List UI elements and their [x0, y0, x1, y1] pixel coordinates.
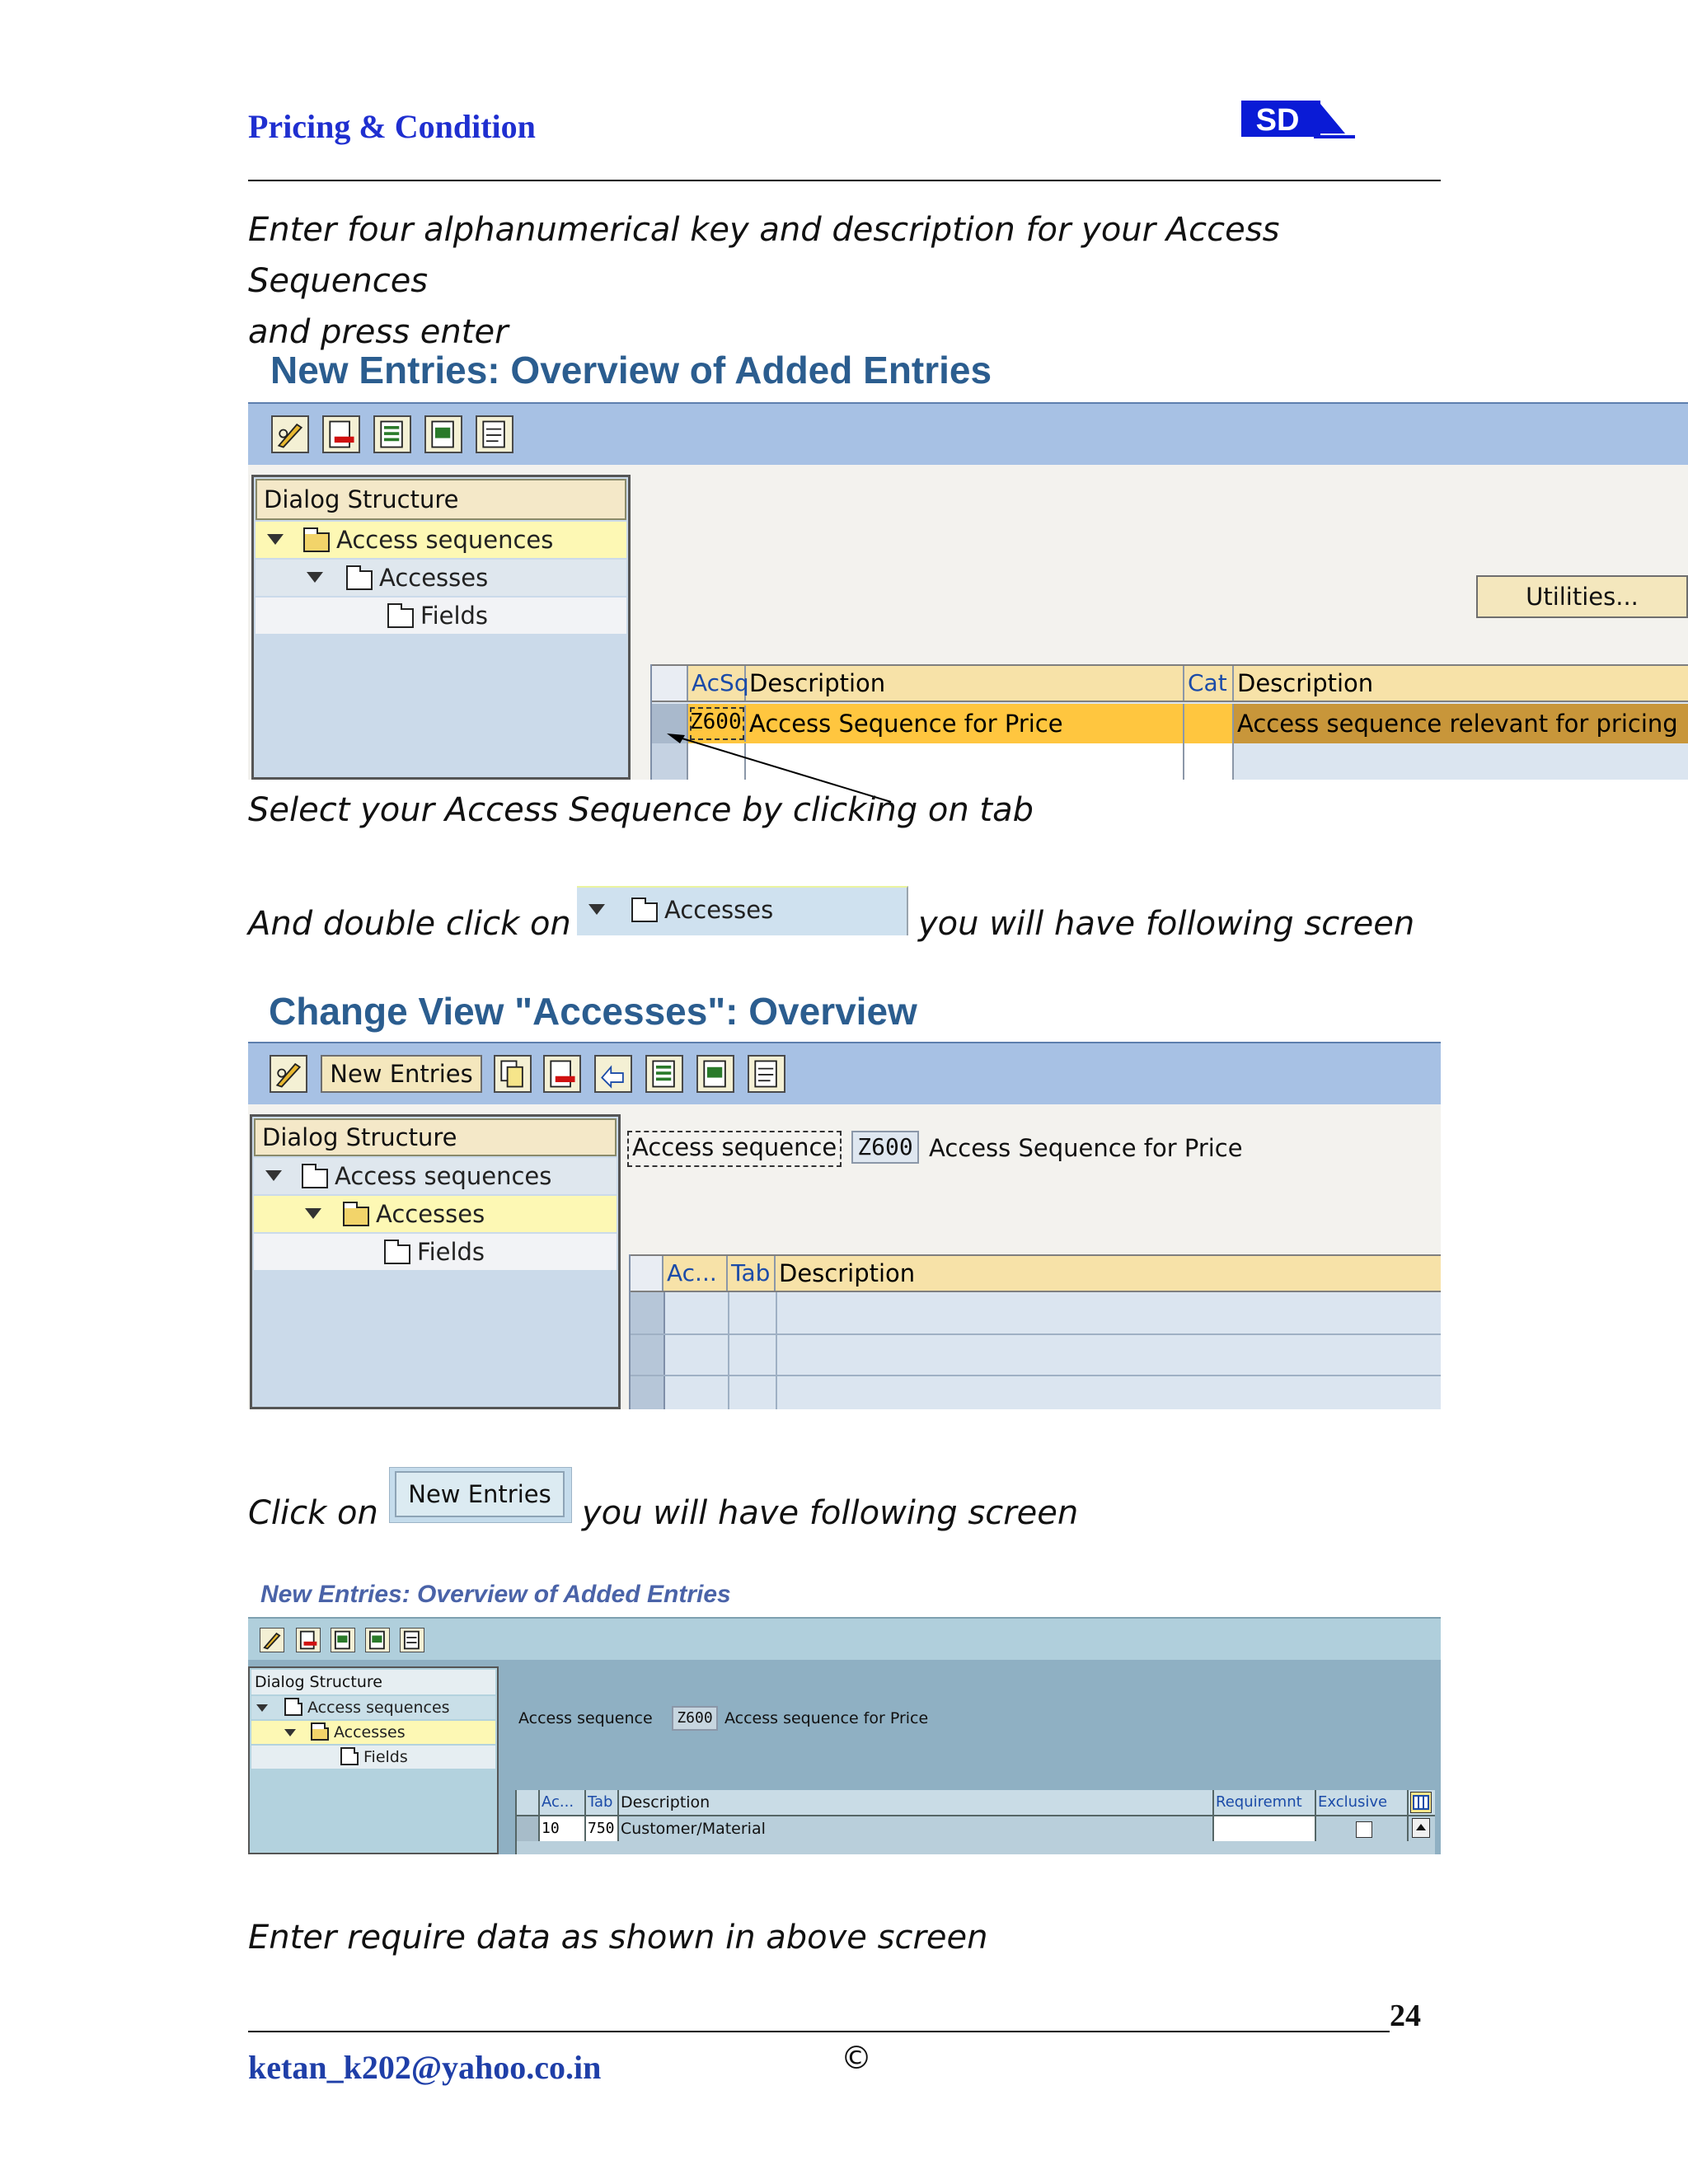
- access-sequence-label: Access sequence: [518, 1709, 653, 1727]
- deselect-all-button[interactable]: [748, 1055, 785, 1093]
- dialog-structure-header: Dialog Structure: [256, 479, 626, 520]
- col-cat[interactable]: Cat: [1184, 666, 1234, 701]
- pencil-glasses-icon: [271, 1057, 306, 1091]
- expand-icon: [265, 1170, 282, 1181]
- deselect-all-icon: [749, 1057, 784, 1091]
- tree-fields-label: Fields: [363, 1748, 408, 1766]
- col-ac[interactable]: Ac...: [540, 1790, 586, 1815]
- copy-icon: [495, 1057, 530, 1091]
- col-description[interactable]: Description: [619, 1790, 1214, 1815]
- new-entries-button[interactable]: New Entries: [321, 1055, 482, 1093]
- tree-accesses[interactable]: [254, 1196, 617, 1232]
- undo-icon: [596, 1057, 631, 1091]
- utilities-button[interactable]: Utilities...: [1476, 575, 1688, 618]
- col-description[interactable]: Description: [746, 666, 1184, 701]
- table-settings-icon[interactable]: [1410, 1792, 1432, 1813]
- exclusive-checkbox[interactable]: [1356, 1821, 1372, 1838]
- instruction-step4-before: Click on: [248, 1494, 378, 1532]
- select-all-button[interactable]: [645, 1055, 683, 1093]
- undo-change-button[interactable]: [594, 1055, 632, 1093]
- copyright-symbol: ©: [841, 2040, 872, 2076]
- delete-row-icon: [297, 1629, 320, 1652]
- dialog-structure-header: Dialog Structure: [254, 1118, 617, 1156]
- cell-description[interactable]: Customer/Material: [619, 1816, 1214, 1841]
- select-block-icon: [698, 1057, 733, 1091]
- access-sequence-label: Access sequence: [627, 1131, 842, 1167]
- tree-fields[interactable]: [251, 1746, 495, 1769]
- instruction-step5: Enter require data as shown in above screen: [248, 1919, 988, 1957]
- screen3-toolbar: [248, 1617, 1441, 1661]
- cell-cat-description[interactable]: Access sequence relevant for pricing: [1234, 704, 1688, 743]
- col-divider: [776, 1292, 777, 1409]
- folder-icon: [631, 902, 658, 922]
- delete-button[interactable]: [543, 1055, 581, 1093]
- tree-accesses-label: Accesses: [379, 564, 489, 592]
- access-sequence-description: Access Sequence for Price: [929, 1134, 1243, 1162]
- inline-accesses-label: Accesses: [664, 896, 774, 924]
- col-tab[interactable]: Tab: [728, 1256, 776, 1291]
- accesses-table: [515, 1790, 1435, 1854]
- expand-icon: [256, 1704, 268, 1712]
- row-selector-header[interactable]: [631, 1256, 663, 1291]
- row-selector-header[interactable]: [517, 1790, 540, 1815]
- screen3-title: New Entries: Overview of Added Entries: [260, 1581, 731, 1608]
- instruction-step2: Select your Access Sequence by clicking on tab: [248, 791, 1034, 829]
- instruction-step1: [248, 204, 1451, 358]
- instruction-step4-after: you will have following screen: [582, 1494, 1079, 1532]
- select-all-icon: [331, 1629, 354, 1652]
- col-tab[interactable]: Tab: [586, 1790, 619, 1815]
- tree-access-sequences-label: Access sequences: [336, 526, 554, 554]
- screen3: [248, 1617, 1441, 1854]
- screen2-toolbar: [248, 1042, 1441, 1106]
- row-selector[interactable]: [517, 1816, 540, 1841]
- expand-icon: [305, 1208, 321, 1219]
- select-all-icon: [647, 1057, 682, 1091]
- tree-access-sequences[interactable]: [254, 1158, 617, 1194]
- inline-new-entries-frame: [389, 1467, 572, 1523]
- screen1-title: New Entries: Overview of Added Entries: [270, 349, 992, 391]
- pencil-glasses-icon: [260, 1629, 284, 1652]
- display-change-button[interactable]: [270, 1055, 307, 1093]
- copy-button[interactable]: [494, 1055, 532, 1093]
- dialog-structure-panel: [250, 1114, 621, 1409]
- deselect-all-button[interactable]: [400, 1628, 424, 1652]
- expand-icon: [588, 904, 605, 915]
- header-rule: [248, 180, 1441, 181]
- open-folder-icon: [343, 1207, 369, 1226]
- scroll-up-icon: [1413, 1819, 1429, 1837]
- tree-access-sequences[interactable]: [251, 1696, 495, 1719]
- instruction-step1-line1: Enter four alphanumerical key and description for your Access Sequences: [248, 211, 1280, 300]
- col-exclusive[interactable]: Exclusive: [1316, 1790, 1409, 1815]
- instruction-step1-line2: and press enter: [248, 313, 509, 351]
- tree-fields[interactable]: [254, 1234, 617, 1270]
- col-cat-description[interactable]: Description: [1237, 669, 1374, 697]
- sd-logo: [1241, 97, 1357, 140]
- screen2-title: Change View "Accesses": Overview: [269, 990, 917, 1033]
- col-acsq[interactable]: AcSq: [688, 666, 746, 701]
- access-sequence-value[interactable]: Z600: [672, 1706, 718, 1731]
- tree-fields-label: Fields: [417, 1238, 485, 1266]
- scroll-up-button[interactable]: [1412, 1818, 1430, 1838]
- select-block-icon: [366, 1629, 389, 1652]
- footer-rule: [248, 2031, 1390, 2032]
- cell-exclusive: [1316, 1816, 1409, 1841]
- delete-row-icon: [545, 1057, 579, 1091]
- cell-requirement[interactable]: [1214, 1816, 1316, 1841]
- display-change-button[interactable]: [260, 1628, 284, 1652]
- tree-access-sequences-label: Access sequences: [307, 1699, 450, 1717]
- select-block-button[interactable]: [696, 1055, 734, 1093]
- delete-button[interactable]: [296, 1628, 321, 1652]
- tree-access-sequences-label: Access sequences: [335, 1162, 552, 1190]
- select-block-button[interactable]: [365, 1628, 390, 1652]
- row-divider: [631, 1375, 1441, 1376]
- tree-fields-label: Fields: [420, 602, 489, 630]
- open-folder-icon: [311, 1727, 329, 1741]
- page-number: 24: [1390, 1999, 1421, 2033]
- instruction-step3-after: you will have following screen: [918, 905, 1415, 943]
- accesses-table: [629, 1254, 1441, 1409]
- tree-accesses-label: Accesses: [376, 1200, 485, 1228]
- cell-ac[interactable]: 10: [540, 1816, 586, 1841]
- folder-icon: [384, 1244, 410, 1264]
- folder-icon: [302, 1169, 328, 1188]
- cell-acsq[interactable]: Z600: [688, 705, 746, 742]
- inline-accesses-node: [577, 886, 908, 935]
- tree-accesses[interactable]: [251, 1721, 495, 1744]
- cell-description[interactable]: Access Sequence for Price: [746, 704, 1184, 743]
- tree-accesses-label: Accesses: [334, 1723, 406, 1741]
- document-title: Pricing & Condition: [248, 108, 536, 145]
- folder-icon: [340, 1752, 359, 1765]
- author-email: ketan_k202@yahoo.co.in: [248, 2049, 602, 2086]
- annotation-arrow: [248, 402, 1688, 814]
- inline-new-entries-button[interactable]: New Entries: [395, 1471, 565, 1517]
- access-sequence-description: Access sequence for Price: [724, 1709, 929, 1727]
- folder-icon: [284, 1703, 302, 1716]
- instruction-step3-before: And double click on: [248, 905, 571, 943]
- col-requirement[interactable]: Requiremnt: [1214, 1790, 1316, 1815]
- col-divider: [728, 1292, 729, 1409]
- cell-tab[interactable]: 750: [586, 1816, 619, 1841]
- col-ac[interactable]: Ac...: [663, 1256, 728, 1291]
- screen2: [248, 1042, 1441, 1409]
- deselect-all-icon: [401, 1629, 424, 1652]
- access-sequence-value[interactable]: Z600: [851, 1131, 919, 1164]
- col-description[interactable]: Description: [779, 1259, 916, 1287]
- expand-icon: [284, 1729, 296, 1736]
- screen1: [248, 402, 1688, 780]
- row-selectors[interactable]: [631, 1292, 665, 1409]
- dialog-structure-panel: [248, 1666, 499, 1854]
- row-divider: [631, 1333, 1441, 1335]
- dialog-structure-header: Dialog Structure: [251, 1670, 495, 1694]
- sd-logo-text: SD: [1255, 103, 1300, 138]
- select-all-button[interactable]: [331, 1628, 355, 1652]
